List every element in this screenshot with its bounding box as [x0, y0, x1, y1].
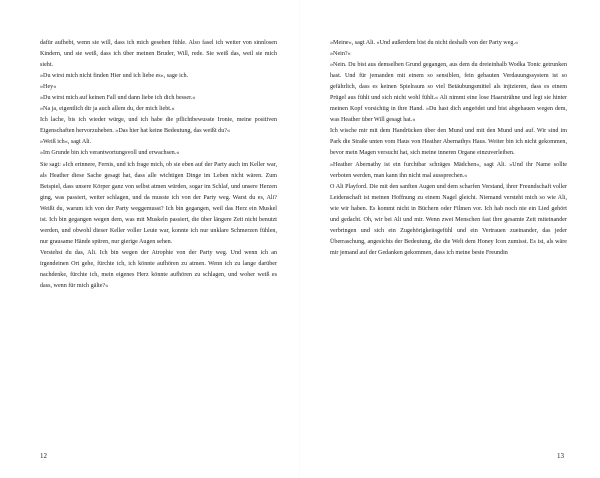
paragraph: Verstehst du das, Ali. Ich bin wegen der Atrophie von der Party weg. Und wenn ich an irgendeinen Ort gehe, fürchte ich, ich könnte aufhören zu atmen. Wenn ich zu lange darüber nachdenke, fürchte ich, mein eigenes Herz könnte aufhören zu schlagen, und woher weiß es dass, wenn für mich gälte?«	[40, 249, 277, 290]
paragraph: »Du wirst mich auf keinen Fall und dann liebe ich dich besser.«	[40, 95, 196, 102]
paragraph: »Meine«, sagt Ali. »Und außerdem bist du nicht deshalb von der Party weg.«	[330, 40, 519, 46]
paragraph: Ich lache, bis ich wieder würge, und ich habe die pflichtbewusste Ironie, meine positiven Eigenschaften hervorzuheben. »Das hier hat keine Bedeutung, das weißt du?«	[40, 117, 277, 135]
paragraph: »Im Grunde bin ich verantwortungsvoll und erwachsen.«	[40, 150, 180, 157]
paragraph: O Ali Playford. Die mit den sanften Augen und dem scharfen Verstand, ihrer Freundschaft voller Leidenschaft ist meinen Hoffnung zu einem Nagel gleicht. Niemand versteht mich so wie Ali, wie wir haben. Es kommt nicht in Büchern oder Filmen vor. Ich hab noch nie ein Lied gehört und gedacht. Oh, wir bei Ali und mir. Wenn zwei Menschen fast ihre gesamte Zeit miteinander verbringen und sich ein Zugehörigkeitsgefühl und ein Vertrauen zueinander, das jeder Überraschung, angesichts der Bedeutung, die die Welt dem Honey Icon zumisst. Es ist, als wäre mir jemand auf der Gedanken gekommen, dass ich meine beste Freundin	[330, 183, 567, 256]
paragraph: »Heather Abernathy ist ein furchtbar schräges Mädchen«, sagt Ali. »Und ihr Name sollte verboten werden, man kann ihn nicht mal aussprechen.«	[330, 161, 567, 179]
paragraph: »Du wirst mich nicht finden Hier und ich liebe es«, sage ich.	[40, 73, 189, 80]
page-number-right: 13	[557, 452, 564, 460]
page-gutter	[299, 0, 300, 478]
page-number-left: 12	[40, 452, 47, 460]
left-page	[40, 38, 277, 438]
paragraph: »Weiß ich«, sagt Ali.	[40, 139, 92, 146]
right-page	[330, 38, 567, 438]
paragraph: Sie sagt: »Ich erinnere, Fernis, und ich frage mich, ob sie eben auf der Party auch im Keller war, als Heather diese Sache gesagt hat, dass alle wichtigen Dinge im Leben nicht wären. Zum Beispiel, dass unsere Körper ganz von selbst atmen würden, sogar im Schlaf, und unsere Herzen ging, was passiert, weiter schlagen, und da musste ich von der Party weg. Warst du es, Ali? Weißt du, warum ich von der Party weggemusst? Ich bin gegangen, weil das Herz ein Muskel ist. Ich bin gegangen wegen dem, was mit Muskeln passiert, die über längere Zeit nicht benutzt werden, und obwohl dieser Keller voller Leute war, konnte ich nur unklare Schmerzen fühlen, nur grausame Hände spüren, nur gierige Augen sehen.	[40, 161, 277, 245]
paragraph: »Nein?«	[330, 51, 351, 58]
paragraph: »Nein. Du bist aus demselben Grund gegangen, aus dem du dreieinhalb Wodka Tonic getrunken hast. Und für jemanden mit einem so sensiblen, fein gebauten Verdauungssystem ist so gefährlich, dass es keinen Spielraum so viel Betäubungsmittel als injizieren, dass es einem Prügel aus fühlt und sich nicht wohl fühlt.« Ali nimmt eine lose Haarsträhne und legt sie hinter meinen Kopf vorsichtig in ihre Hand. »Du hast dich angeödet und bist abgehauen wegen dem, was Heather über Will gesagt hat.«	[330, 62, 567, 124]
paragraph: dafür aufhebt, wenn sie will, dass ich mich gesehen fühle. Also fasel ich weiter von sinnlosen Kindern, und sie weiß, dass ich über meinen Bruder, Will, rede. Sie weiß das, weil sie mich sieht.	[40, 40, 277, 69]
paragraph: »Hey«	[40, 84, 57, 91]
paragraph: Ich wische mir mit dem Handrücken über den Mund und mit den Mund und auf. Wir sind im Park die Straße unten vom Haus von Heather Abernathys Haus. Weiter bin ich nicht gekommen, bevor mein Magen versucht hat, sich meine inneren Organe einzuverleiben.	[330, 128, 567, 157]
paragraph: »Na ja, eigentlich dir ja auch allem du, der mich liebt.«	[40, 106, 175, 113]
